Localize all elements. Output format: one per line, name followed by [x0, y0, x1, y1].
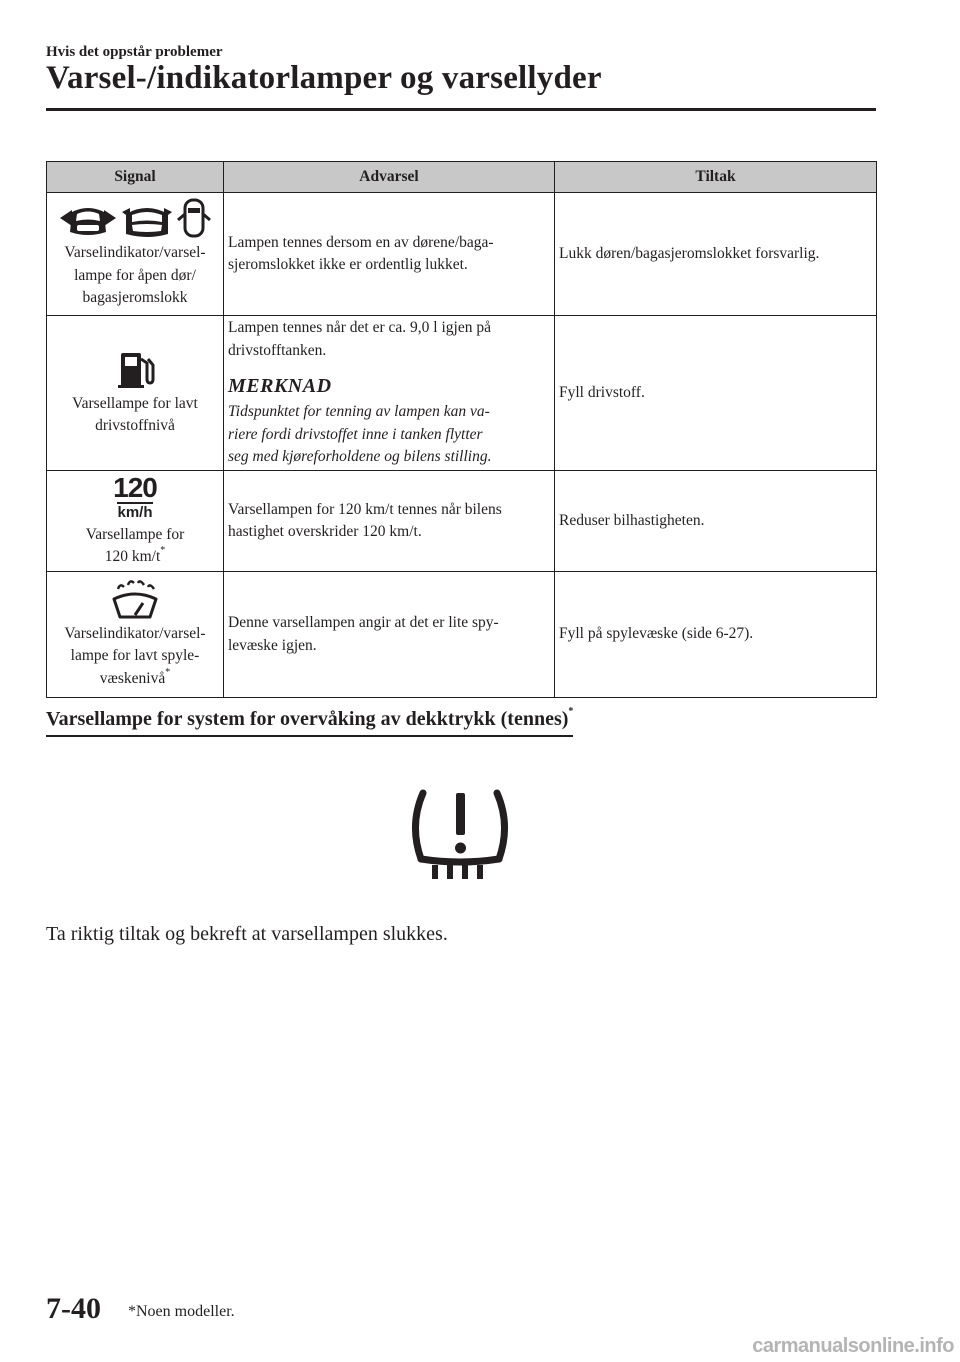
action-cell: Lukk døren/bagasjeromslokket forsvarlig. [555, 193, 877, 316]
door-open-topview-icon [176, 198, 212, 238]
section-label: Hvis det oppstår problemer [46, 44, 223, 60]
speed-icon-unit: km/h [117, 503, 153, 521]
speed-icon-number: 120 [113, 471, 157, 503]
signal-cell [47, 471, 224, 572]
warning-lamp-table [46, 161, 877, 698]
speed-120-icon [51, 471, 219, 521]
warning-line: hastighet overskrider 120 km/t. [228, 523, 422, 540]
tire-pressure-warning-icon [407, 785, 513, 881]
tpms-heading [46, 708, 573, 737]
note-body [228, 401, 550, 468]
action-cell: Reduser bilhastigheten. [555, 471, 877, 572]
action-cell: Fyll på spylevæske (side 6-27). [555, 572, 877, 698]
signal-caption-line: Varsellampe for lavt [72, 394, 198, 412]
tpms-heading-text: Varsellampe for system for overvåking av dekktrykk (tennes) [46, 708, 569, 730]
signal-caption-line: Varselindikator/varsel- [64, 624, 206, 642]
signal-caption-line: lampe for åpen dør/ [74, 266, 196, 284]
fuel-pump-icon [115, 349, 155, 389]
signal-caption-line [51, 668, 219, 690]
page-title: Varsel-/indikatorlamper og varsellyder [46, 60, 602, 96]
warning-line: levæske igjen. [228, 636, 317, 654]
washer-fluid-icon [110, 579, 160, 619]
signal-cell [47, 572, 224, 698]
car-trunk-open-icon [122, 206, 172, 238]
signal-caption-line: Varselindikator/varsel- [64, 244, 206, 262]
note-line: riere fordi drivstoffet inne i tanken flytter [228, 425, 483, 443]
warning-line: Denne varsellampen angir at det er lite spy- [228, 614, 499, 632]
signal-caption-text: væskenivå [99, 669, 166, 687]
page-number: 7-40 [46, 1292, 101, 1325]
table-row [47, 471, 877, 572]
table-row [47, 193, 877, 316]
car-door-open-icon [58, 206, 118, 238]
signal-caption-line: drivstoffnivå [95, 417, 175, 434]
column-header-signal: Signal [47, 162, 224, 193]
note-line: Tidspunktet for tenning av lampen kan va- [228, 403, 490, 421]
warning-cell [224, 572, 555, 698]
table-row [47, 572, 877, 698]
signal-caption-line [51, 546, 219, 568]
asterisk: * [165, 666, 171, 678]
footnote: *Noen modeller. [128, 1303, 235, 1320]
warning-line: Lampen tennes dersom en av dørene/baga- [228, 233, 494, 251]
warning-line: Varsellampen for 120 km/t tennes når bilens [228, 500, 502, 518]
signal-cell [47, 193, 224, 316]
signal-caption-text: 120 km/t [104, 548, 161, 565]
signal-caption-line: lampe for lavt spyle- [70, 647, 200, 665]
table-header-row [47, 162, 877, 193]
signal-cell [47, 316, 224, 471]
title-rule [46, 108, 876, 111]
warning-line: Lampen tennes når det er ca. 9,0 l igjen på [228, 319, 491, 337]
warning-line: sjeromslokket ikke er ordentlig lukket. [228, 256, 468, 273]
warning-line: drivstofftanken. [228, 341, 327, 359]
asterisk: * [568, 706, 574, 717]
signal-caption-line: Varsellampe for [85, 525, 185, 543]
watermark: carmanualsonline.info [752, 1335, 954, 1357]
tpms-body-text: Ta riktig tiltak og bekreft at varsellampen slukkes. [46, 923, 448, 945]
asterisk: * [160, 545, 166, 556]
note-line: seg med kjøreforholdene og bilens stilling. [228, 448, 492, 466]
signal-caption-line: bagasjeromslokk [82, 289, 188, 307]
table-row [47, 316, 877, 471]
note-heading: MERKNAD [228, 375, 332, 398]
warning-cell [224, 471, 555, 572]
column-header-warning: Advarsel [224, 162, 555, 193]
action-cell: Fyll drivstoff. [555, 316, 877, 471]
warning-cell [224, 193, 555, 316]
warning-cell [224, 316, 555, 471]
column-header-action: Tiltak [555, 162, 877, 193]
